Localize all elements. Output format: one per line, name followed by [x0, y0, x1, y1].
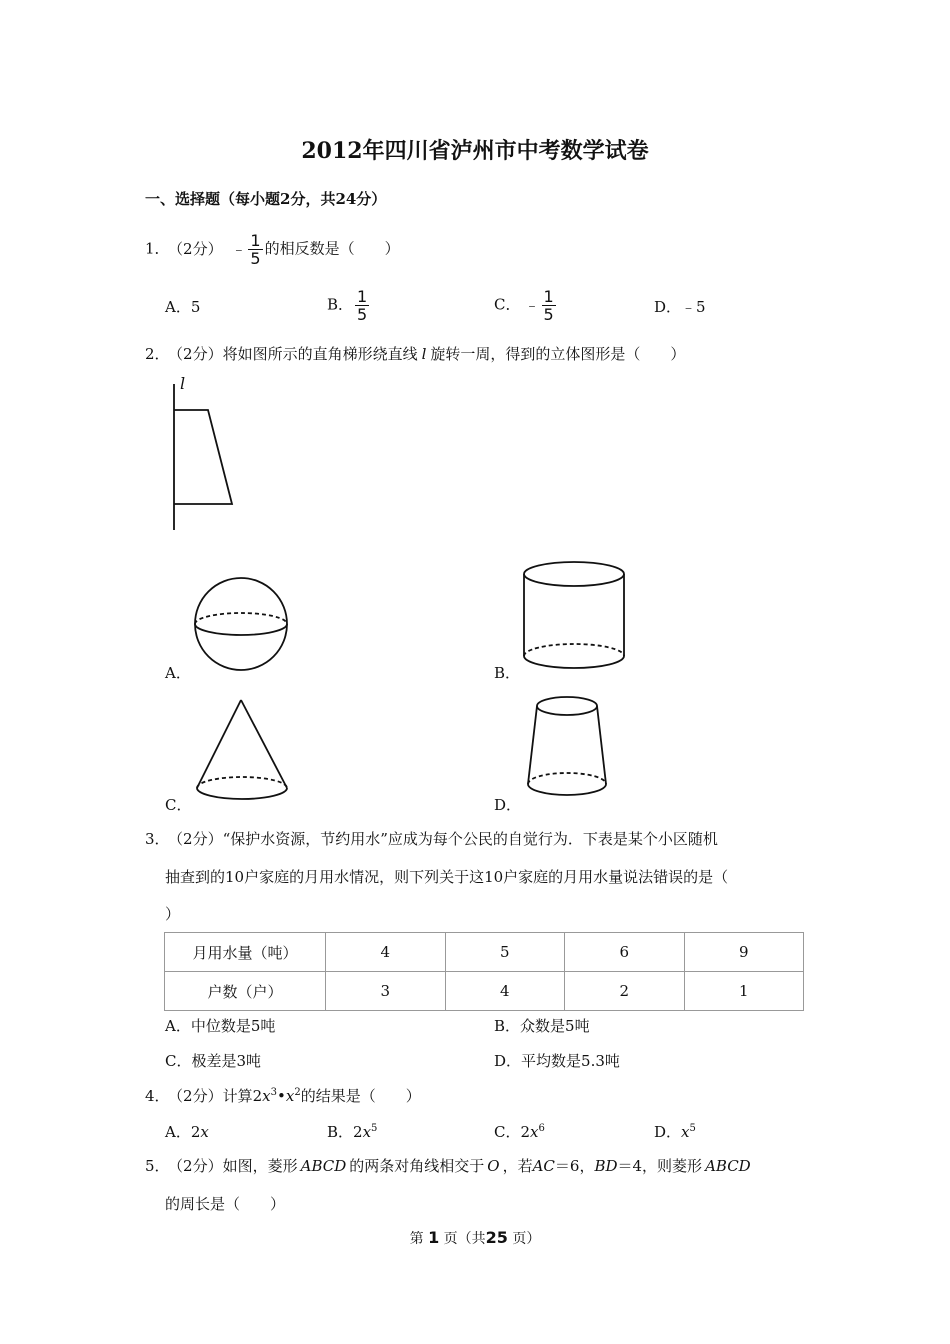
table-row: [165, 972, 804, 1011]
variable-x: x: [262, 1087, 271, 1105]
page-title: 2012年四川省泸州市中考数学试卷: [301, 138, 649, 164]
table-cell: 5: [445, 933, 565, 972]
water-usage-table: [164, 932, 804, 1011]
page-footer: 第 1 页（共25 页）: [409, 1228, 541, 1247]
q2-option-a-label: A．: [165, 664, 191, 682]
table-row: [165, 933, 804, 972]
q2-option-d-label: D．: [494, 796, 522, 814]
negative-sign: ﹣: [231, 239, 247, 258]
table-cell: 2: [565, 972, 685, 1011]
q3-option-a: A．中位数是5吨: [165, 1017, 276, 1035]
question-text: 的结果是（ ）: [300, 1087, 421, 1105]
exponent: 3: [270, 1087, 277, 1098]
cone-figure: [193, 696, 303, 806]
q3-option-c: C．极差是3吨: [165, 1052, 262, 1070]
question-number: 4．: [145, 1087, 170, 1105]
q4-option-d: D．$x^5$: [654, 1123, 696, 1141]
table-cell: 月用水量（吨）: [165, 933, 326, 972]
q1-option-d: D．﹣5: [654, 298, 706, 316]
exponent: 2: [294, 1087, 301, 1098]
fraction: $\frac{1}{5}$: [543, 287, 554, 324]
table-cell: 3: [326, 972, 446, 1011]
axis-label: l: [180, 374, 186, 393]
question-5-line-2: 的周长是（ ）: [165, 1195, 286, 1213]
fraction-denominator: 5: [250, 249, 261, 268]
fraction: $\frac{1}{5}$: [357, 287, 368, 324]
fraction-numerator: 1: [250, 231, 261, 250]
question-4: [145, 1085, 421, 1106]
question-score: （2分）: [175, 830, 223, 848]
q1-option-a: A．5: [165, 298, 201, 316]
q3-option-b: B．众数是5吨: [494, 1017, 590, 1035]
frustum-figure: [524, 692, 624, 812]
question-3: [145, 828, 718, 849]
question-text: “保护水资源，节约用水”应成为每个公民的自觉行为．下表是某个小区随机: [222, 830, 718, 848]
question-number: 3．: [145, 830, 170, 848]
right-trapezoid-figure: [168, 376, 248, 536]
question-5: 5． （2分）如图，菱形 ABCD 的两条对角线相交于 O ，若AC＝6，BD＝4，则菱形 ABCD: [145, 1157, 751, 1175]
page-number: 1: [428, 1228, 440, 1247]
multiply-dot: •: [276, 1087, 286, 1105]
question-number: 1．: [145, 239, 170, 258]
question-3-line-3: ）: [165, 905, 181, 923]
question-1: [145, 232, 400, 267]
question-text: 计算2: [222, 1087, 263, 1105]
table-cell: 4: [326, 933, 446, 972]
q4-option-a: A．2x: [165, 1123, 209, 1141]
variable-l: l: [421, 345, 427, 363]
variable-x: x: [285, 1087, 295, 1105]
fraction: [248, 232, 262, 267]
q4-option-b: B．$2x^5$: [327, 1123, 378, 1141]
table-cell: 4: [445, 972, 565, 1011]
q2-option-b-label: B．: [494, 664, 521, 682]
q2-option-c-label: C．: [165, 796, 192, 814]
question-score: （2分）: [175, 1087, 223, 1105]
section-heading: 一、选择题（每小题2分，共24分）: [145, 190, 387, 208]
question-3-line-2: 抽查到的10户家庭的月用水情况，则下列关于这10户家庭的月用水量说法错误的是（: [165, 868, 729, 886]
table-cell: 户数（户）: [165, 972, 326, 1011]
table-cell: 9: [684, 933, 804, 972]
sphere-figure: [193, 574, 293, 674]
question-number: 2．: [145, 345, 170, 363]
cylinder-figure: [520, 560, 630, 680]
q3-option-d: D．平均数是5.3吨: [494, 1052, 620, 1070]
q1-option-c: C． ﹣ $\frac{1}{5}$: [494, 287, 554, 324]
q4-option-c: C．$2x^6$: [494, 1123, 545, 1141]
question-number: 5．: [145, 1157, 170, 1175]
question-text: 的相反数是（ ）: [264, 239, 400, 258]
question-text: 旋转一周，得到的立体图形是（ ）: [430, 345, 686, 363]
question-score: （2分）: [175, 239, 223, 258]
q1-option-b: B． $\frac{1}{5}$: [327, 287, 368, 324]
question-2: [145, 343, 685, 364]
total-pages: 25: [485, 1228, 508, 1247]
table-cell: 6: [565, 933, 685, 972]
question-score: （2分）: [175, 1157, 223, 1175]
table-cell: 1: [684, 972, 804, 1011]
question-score: （2分）: [175, 345, 223, 363]
question-text: 将如图所示的直角梯形绕直线: [222, 345, 418, 363]
